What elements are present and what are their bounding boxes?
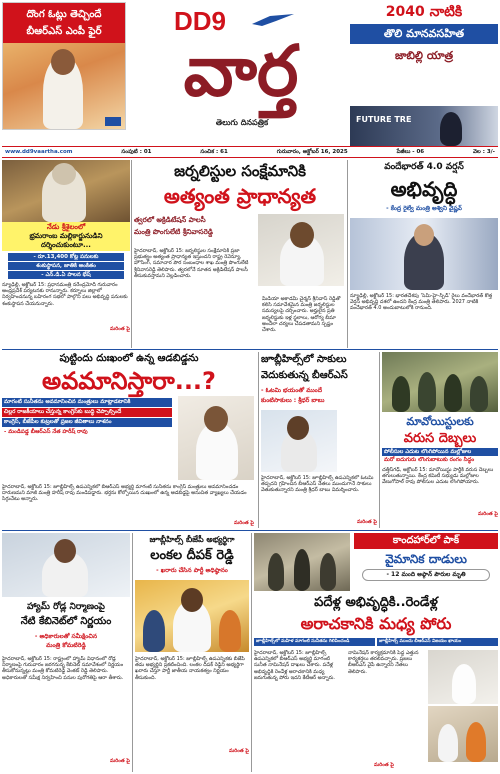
lead-kicker: జర్నలిస్టుల సంక్షేమానికి: [174, 162, 306, 180]
vb-byline: - కేంద్ర రైల్వే మంత్రి అశ్విని వైష్ణవ్: [386, 205, 462, 212]
right-promo[interactable]: [350, 2, 498, 144]
sridhar-deck2: కుంటిసాకులు : శ్రీధర్ బాబు: [261, 397, 325, 404]
ktr-headline: అరాచకానికి మధ్య పోరు: [300, 614, 452, 633]
ktr-byline: మరింత పై: [374, 762, 394, 768]
ktr-story[interactable]: [254, 594, 498, 772]
komatireddy-story[interactable]: [2, 533, 130, 772]
maoist-body: చత్తీస్‌గఢ్, అక్టోబర్ 15: మావోయిస్టు పార్టీకి వరుస దెబ్బలు తగులుతున్నాయి. కేంద్ర కమిటీ సభ్యుడు మల్లోజుల వేణుగోపాల్ రావు పోలీసుల ఎదుట లొంగిపోయారు.: [382, 467, 494, 486]
deepak-headline1: జూబ్లీహిల్స్ బీజేపీ అభ్యర్థిగా: [149, 535, 235, 544]
right-promo-line1: 2040 నాటికి: [385, 4, 463, 20]
left-promo-photo: [3, 43, 125, 129]
pm-tag1: - రూ.13,400 కోట్ల పనులకు: [8, 253, 124, 261]
vb-kicker: వందేభారత్ 4.0 వర్షన్: [384, 162, 464, 172]
pak-deck: - 12 మంది అఫ్గాన్ పౌరుల మృతి: [362, 569, 490, 581]
sridhar-byline: మరింత పై: [357, 519, 377, 525]
harish-story[interactable]: [2, 352, 256, 528]
harish-deck1: మాగంటి సునీతను అవమానించిన మంత్రులు మాట్లాడటానికి: [2, 398, 172, 407]
lead-bullet-2: మంత్రి పొంగులేటి శ్రీనివాసరెడ్డి: [134, 228, 213, 236]
maoist-story[interactable]: [382, 352, 498, 528]
maoist-headline2: వరుస దెబ్బలు: [403, 431, 477, 446]
maoist-photo: [382, 352, 498, 412]
sridhar-body: హైదరాబాద్, అక్టోబర్ 15: జూబ్లీహిల్స్ ఉపఎన్నికలో ఓటమి తప్పదని గ్రహించిన బీఆర్ఎస్ నేతలు ముందుగానే సాకులు వెతుకుతున్నారని మంత్రి శ్రీధర్ బాబు విమర్శించారు.: [261, 475, 374, 494]
maoist-headline1: మావోయిస్టులకు: [406, 415, 474, 428]
komatireddy-deck2: మంత్రి కోమటిరెడ్డి: [46, 642, 86, 649]
komatireddy-deck1: - అధికారులతో సమీక్షించిన: [34, 633, 98, 640]
left-promo-line2: బీఆర్ఎస్ ఎంపీ ఫైర్: [26, 26, 102, 37]
masthead-logo[interactable]: [132, 2, 346, 144]
lead-body-left: హైదరాబాద్, అక్టోబర్ 15: జర్నలిస్టుల సంక్షేమానికి ప్రజా ప్రభుత్వం అత్యంత ప్రాధాన్యత ఇస్తుందని రాష్ట్ర రెవెన్యూ, హౌసింగ్, సమాచార పౌర సంబంధాల శాఖ మంత్రి పొంగులేటి శ్రీనివాసరెడ్డి తెలిపారు. త్వరలోనే నూతన అక్రిడిటేషన్ పాలసీ తీసుకువస్తామని వెల్లడించారు.: [134, 248, 249, 279]
right-promo-photo: [350, 106, 498, 146]
harish-byline: మరింత పై: [234, 520, 254, 526]
maoist-deck2: మరో ఐదుగురు లొంగుబాటుకు రంగం సిద్ధం: [384, 457, 475, 463]
tagline: తెలుగు దినపత్రిక: [215, 118, 269, 127]
harish-photo: [178, 396, 254, 480]
pm-caption2: భ్రమరాంబ మల్లికార్జునుడిని: [29, 232, 103, 240]
pak-headline1: కాందహార్‌లో పాక్: [354, 533, 498, 549]
harish-deck2: చిల్లర రాజకీయాలు చేస్తున్న కాంగ్రెస్‌కు బుద్ధి చెప్పాల్సిందే: [2, 408, 172, 417]
pak-strike-photo: [254, 533, 350, 591]
right-promo-caption: FUTURE TRE: [356, 115, 412, 124]
sridhar-headline2: వెదుకుతున్న బీఆర్ఎస్: [261, 370, 348, 381]
deepak-deck: - ఖరారు చేసిన పార్టీ అధిష్ఠానం: [156, 567, 228, 574]
harish-deck3: కాంగ్రెస్, బీజేపీల కుట్రలతో ప్రజల జీవితాలు నాశనం: [2, 418, 172, 427]
edition: పేజీలు - 06: [396, 149, 425, 155]
website-link[interactable]: www.dd9vaartha.com: [5, 149, 73, 155]
harish-deck4: - మండిపడ్డ బీఆర్ఎస్ నేత హరీష్ రావు: [4, 429, 88, 435]
vande-bharat-story[interactable]: [350, 160, 498, 348]
komatireddy-byline: మరింత పై: [110, 758, 130, 764]
pak-headline2: వైమానిక దాడులు: [385, 552, 467, 566]
ktr-kicker: పదేళ్ల అభివృద్ధికి..రెండేళ్ల: [314, 595, 438, 610]
pm-body: న్యూఢిల్లీ, అక్టోబర్ 15: ప్రధానమంత్రి నరేంద్రమోదీ గురువారం ఆంధ్రప్రదేశ్ పర్యటనకు రానున్నారు. కర్నూలు జిల్లాలో నిర్వహించనున్న బహిరంగ సభలో పాల్గొని పలు అభివృద్ధి పనులకు శంకుస్థాపన చేయనున్నారు.: [2, 282, 128, 307]
maoist-deck1: పోలీసుల ఎదుట లొంగిపోయిన మల్లోజుల: [382, 448, 498, 456]
lead-story[interactable]: [134, 160, 346, 348]
lead-bullet-1: త్వరలో అక్రిడిటేషన్ పాలసీ: [134, 216, 206, 224]
deepak-body: హైదరాబాద్, అక్టోబర్ 15: జూబ్లీహిల్స్ ఉపఎన్నికకు బీజేపీ తమ అభ్యర్థిని ప్రకటించింది. లంకల దీపక్ రెడ్డిని అభ్యర్థిగా ఖరారు చేస్తూ పార్టీ జాతీయ నాయకత్వం నిర్ణయం తీసుకుంది.: [135, 656, 245, 681]
harish-headline: అవమానిస్తారా...?: [42, 367, 216, 395]
price: వెల : 3/-: [473, 149, 495, 155]
maoist-byline: మరింత పై: [478, 511, 498, 517]
harish-body: హైదరాబాద్, అక్టోబర్ 15: జూబ్లీహిల్స్ ఉపఎన్నికలో బీఆర్ఎస్ అభ్యర్థి మాగంటి సునీతను కాంగ్రెస్ మంత్రులు అవమానించడం దారుణమని మాజీ మంత్రి హరీష్ రావు మండిపడ్డారు. భర్తను కోల్పోయిన దుఃఖంలో ఉన్న ఆడబిడ్డపై అనుచిత వ్యాఖ్యలు చేయడం సిగ్గుచేటు అన్నారు.: [2, 484, 247, 503]
left-promo[interactable]: [2, 2, 126, 130]
vb-body: న్యూఢిల్లీ, అక్టోబర్ 15: భారతదేశపు 'సెమీ-హై-స్పీడ్' రైలు వందేభారత్ కొత్త వెర్షన్ అభివృద్ధి దశలో ఉందని కేంద్ర మంత్రి తెలిపారు. 2027 నాటికి వందేభారత్ 4.0 అందుబాటులోకి రానుంది.: [350, 293, 493, 312]
logo-text: వార్త: [183, 30, 299, 112]
ktr-strap-right: జూబ్లీహిల్స్ ముందు బీఆర్ఎస్ విజయం ఖాయం: [377, 638, 498, 646]
pm-byline: మరింత పై: [110, 326, 130, 332]
komatireddy-headline1: హ్యామ్ రోడ్ల నిర్మాణంపై: [27, 602, 105, 612]
pm-caption1: నేడు శ్రీశైలంలో: [46, 223, 86, 231]
pm-tag2: శంకుస్థాపన, జాతికి అంకితం: [8, 262, 124, 270]
pm-story[interactable]: [2, 160, 130, 348]
ktr-body-left: హైదరాబాద్, అక్టోబర్ 15: జూబ్లీహిల్స్ ఉపఎన్నికలో బీఆర్ఎస్ అభ్యర్థి మాగంటి సునీత నామినేషన్ దాఖలు చేశారు. పదేళ్ల అభివృద్ధికి రెండేళ్ల అరాచకానికి మధ్య జరుగుతున్న పోరు ఇదని కేటీఆర్ అన్నారు.: [254, 650, 335, 681]
deepak-photo: [135, 580, 249, 652]
sridhar-story[interactable]: [261, 352, 377, 528]
pm-photo: [2, 160, 130, 222]
sridhar-deck1: - ఓటమి భయంతో ముందే: [261, 387, 322, 394]
volume: సంపుటి : 01: [121, 149, 152, 155]
sridhar-photo: [261, 410, 337, 472]
deepak-headline2: లంకల దీపక్ రెడ్డి: [150, 548, 234, 563]
vb-photo: [350, 218, 498, 290]
pm-tag3: - ఎన్.డి.ఏ పాలన భేష్: [8, 271, 124, 279]
pak-strike-story[interactable]: [254, 533, 498, 591]
minister-photo: [258, 214, 344, 286]
komatireddy-photo: [2, 533, 130, 597]
ktr-photo-2: [428, 706, 498, 762]
komatireddy-headline2: నేటి కేబినెట్‌లో నిర్ణయం: [20, 616, 112, 627]
lead-headline: అత్యంత ప్రాధాన్యత: [163, 184, 317, 208]
right-promo-line2: తొలి మానవసహిత: [350, 24, 498, 44]
logo-mark: DD9: [174, 6, 227, 36]
sridhar-headline1: జూబ్లీహిల్స్‌లో సాకులు: [261, 354, 347, 365]
right-promo-line3: జాబిల్లి యాత్ర: [394, 49, 454, 62]
ktr-strap-left: జూబ్లీహిల్స్‌లో మహిళ మాగంటి సునీతను గెలిపించండి: [254, 638, 375, 646]
komatireddy-body: హైదరాబాద్, అక్టోబర్ 15: రాష్ట్రంలో హ్యామ్ విధానంలో రోడ్ల నిర్మాణంపై గురువారం జరగనున్న కేబినెట్ సమావేశంలో నిర్ణయం తీసుకోనున్నట్లు మంత్రి కోమటిరెడ్డి వెంకట్ రెడ్డి తెలిపారు. అధికారులతో సమీక్ష నిర్వహించి పనుల పురోగతిపై ఆరా తీశారు.: [2, 656, 124, 681]
deepak-byline: మరింత పై: [229, 748, 249, 754]
deepak-story[interactable]: [135, 533, 249, 772]
pm-caption3: దర్శించుకుంటూ...: [41, 241, 91, 249]
ktr-body-right: నామినేషన్ కార్యక్రమానికి పెద్ద ఎత్తున కార్యకర్తలు తరలివచ్చారు. ప్రజలు బీఆర్ఎస్ వైపే ఉన్నారని నేతలు తెలిపారు.: [348, 650, 419, 675]
issue: సంచిక : 61: [200, 149, 228, 155]
issue-date: గురువారం, అక్టోబర్ 16, 2025: [276, 149, 348, 155]
harish-kicker: పుట్టిందు దుఃఖంలో ఉన్న ఆడబిడ్డను: [59, 353, 199, 364]
lead-body-right: మీడియా అకాడమీ చైర్మన్ శ్రీనివాస్ రెడ్డితో కలిసి సమావేశమైన మంత్రి జర్నలిస్టుల సమస్యలపై చర్చించారు. అర్హులైన ప్రతి జర్నలిస్టుకు ఇళ్ల స్థలాలు, ఆరోగ్య బీమా అందేలా చర్యలు చేపడతామని స్పష్టం చేశారు.: [262, 296, 341, 334]
left-promo-line1: దొంగ ఓట్లు తెచ్చిందే: [26, 9, 102, 20]
ktr-photo-1: [428, 650, 498, 704]
vb-headline: అభివృద్ధి: [390, 177, 458, 201]
info-bar: [2, 146, 498, 158]
